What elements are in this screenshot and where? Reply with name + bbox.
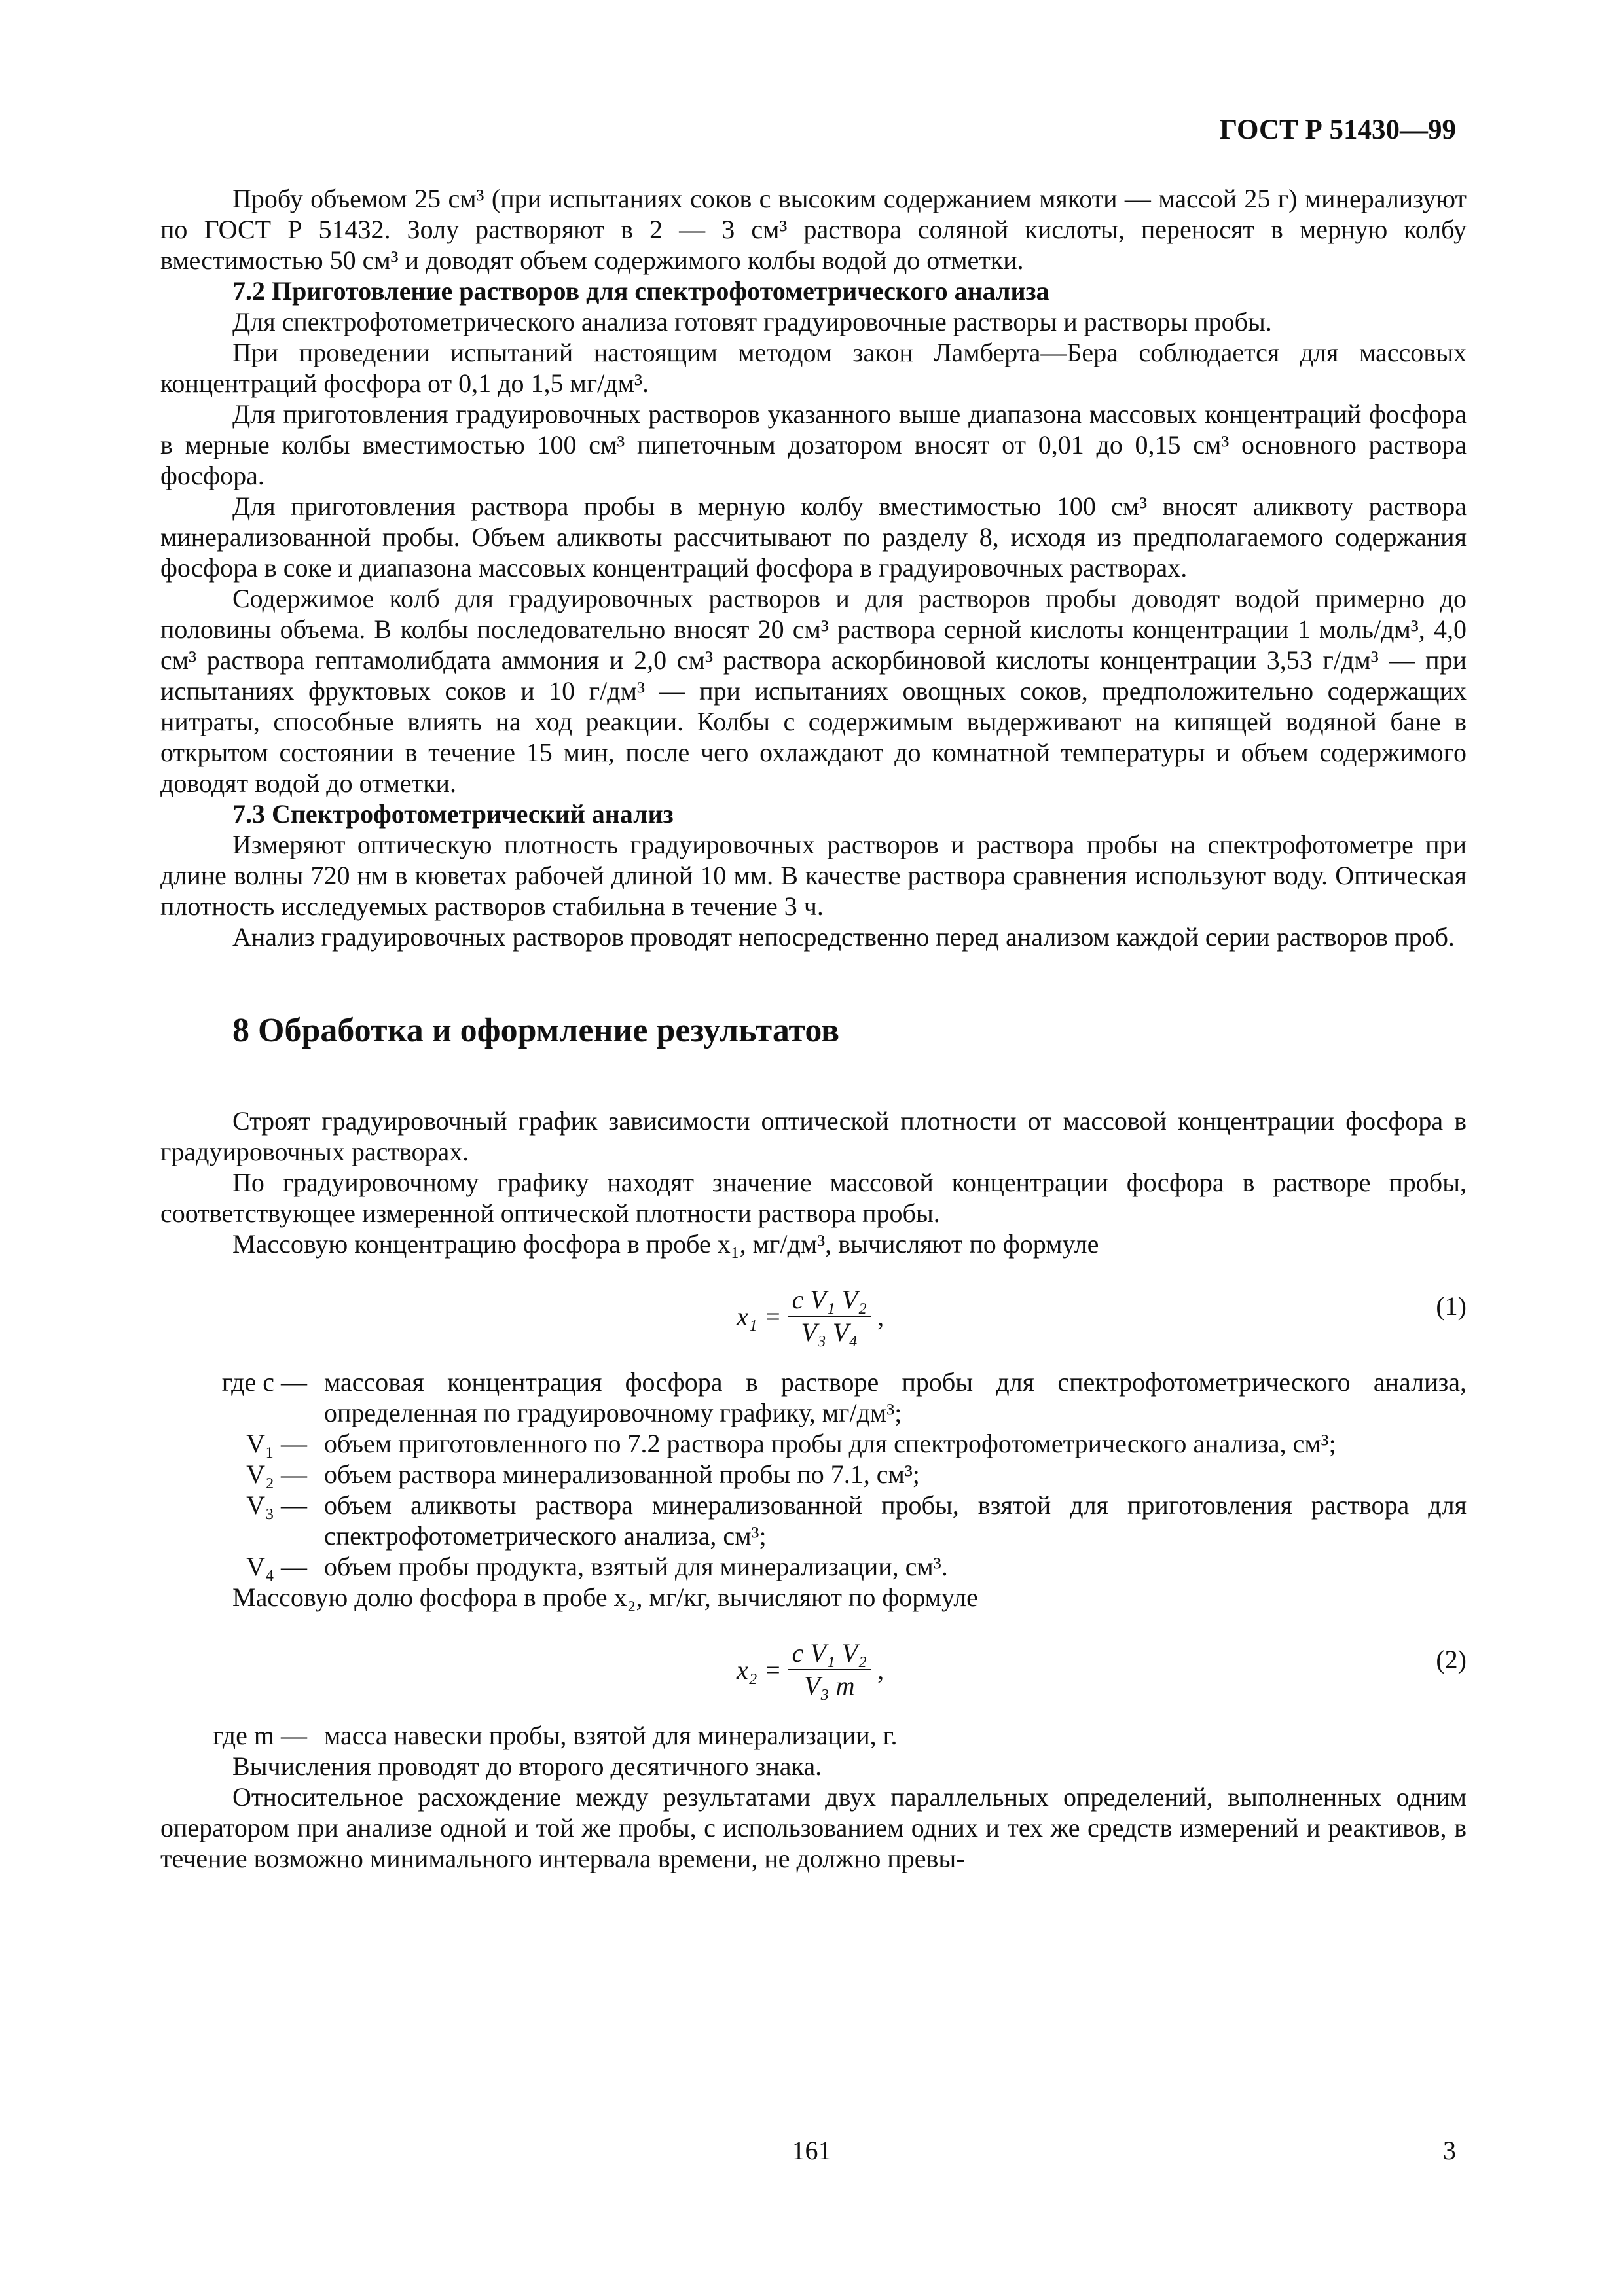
formula-1-fraction xyxy=(788,1285,871,1347)
section-title-8: 8 Обработка и оформление результатов xyxy=(232,1012,840,1049)
paragraph: Анализ градуировочных растворов проводят непосредственно перед анализом каждой серии растворов проб. xyxy=(232,922,1455,952)
definition-text: объем приготовленного по 7.2 раствора пробы для спектрофотометрического анализа, см³; xyxy=(324,1429,1336,1458)
definition-text: массовая концентрация фосфора в растворе пробы для спектрофотометрического анализа, определенная по градуировочному графику, мг/дм³; xyxy=(324,1367,1467,1427)
definition-symbol: V₄ — xyxy=(246,1552,307,1581)
formula-2-tail: , xyxy=(877,1655,884,1685)
formula-2-definitions xyxy=(160,1720,1467,1751)
formula-1-denominator: V₃ V₄ xyxy=(801,1318,858,1347)
definition-symbol: V₁ — xyxy=(246,1429,307,1458)
definition-symbol: V₃ — xyxy=(246,1490,307,1520)
page-number: 161 xyxy=(792,2136,831,2165)
paragraph: Содержимое колб для градуировочных растворов и для растворов пробы доводят водой примерно до половины объема. В колбы последовательно вносят 20 см³ раствора серной кислоты концентрации 1 моль/дм³, 4,0 см³ раствора гептамолибдата аммония и 2,0 см³ раствора аскорбиновой кислоты концентрации 3,53 г/дм³ — при испытаниях фруктовых соков и 10 г/дм³ — при испытаниях овощных соков, предположительно содержащих нитраты, способные влиять на ход реакции. Колбы с содержимым выдерживают на кипящей водяной бане в открытом состоянии в течение 15 мин, после чего охлаждают до комнатной температуры и объем содержимого доводят водой до отметки. xyxy=(160,584,1467,798)
formula-1-definitions xyxy=(160,1367,1467,1582)
doc-code-header: ГОСТ Р 51430—99 xyxy=(1219,115,1456,145)
definition-text: объем аликвоты раствора минерализованной пробы, взятой для приготовления раствора для спектрофотометрического анализа, см³; xyxy=(324,1490,1467,1551)
formula-1-expression xyxy=(737,1285,884,1347)
definition-row xyxy=(160,1428,1467,1459)
definition-row xyxy=(160,1367,1467,1428)
formula-1-numerator: c V₁ V₂ xyxy=(788,1285,871,1317)
paragraph: Для приготовления градуировочных растворов указанного выше диапазона массовых концентраций фосфора в мерные колбы вместимостью 100 см³ пипеточным дозатором вносят от 0,01 до 0,15 см³ основного раствора фосфора. xyxy=(160,399,1467,490)
definition-text: масса навески пробы, взятой для минерализации, г. xyxy=(324,1721,898,1750)
formula-2-numerator: c V₁ V₂ xyxy=(788,1639,871,1670)
definition-text: объем пробы продукта, взятый для минерализации, см³. xyxy=(324,1552,948,1581)
definition-row xyxy=(160,1551,1467,1582)
formula-2-lhs: x₂ = xyxy=(737,1655,782,1685)
paragraph: Массовую концентрацию фосфора в пробе x₁, мг/дм³, вычисляют по формуле xyxy=(232,1229,1099,1259)
paragraph: Измеряют оптическую плотность градуировочных растворов и раствора пробы на спектрофотометре при длине волны 720 нм в кюветах рабочей длиной 10 мм. В качестве раствора сравнения используют воду. Оптическая плотность исследуемых растворов стабильна в течение 3 ч. xyxy=(160,830,1467,921)
definition-text: объем раствора минерализованной пробы по 7.1, см³; xyxy=(324,1460,920,1489)
definition-row xyxy=(160,1720,1467,1751)
sheet-number: 3 xyxy=(1443,2136,1456,2165)
subsection-title-7-2: 7.2 Приготовление растворов для спектрофотометрического анализа xyxy=(232,276,1049,306)
paragraph: По градуировочному графику находят значение массовой концентрации фосфора в растворе пробы, соответствующее измеренной оптической плотности раствора пробы. xyxy=(160,1168,1467,1228)
document-body xyxy=(160,183,1467,1874)
paragraph: Для спектрофотометрического анализа готовят градуировочные растворы и растворы пробы. xyxy=(232,307,1272,336)
paragraph: Массовую долю фосфора в пробе x₂, мг/кг, вычисляют по формуле xyxy=(232,1583,978,1612)
formula-2-number: (2) xyxy=(1436,1645,1467,1674)
paragraph: Вычисления проводят до второго десятичного знака. xyxy=(232,1751,822,1781)
formula-2-denominator: V₃ m xyxy=(804,1671,855,1700)
paragraph: Пробу объемом 25 см³ (при испытаниях соков с высоким содержанием мякоти — массой 25 г) минерализуют по ГОСТ Р 51432. Золу растворяют в 2 — 3 см³ раствора соляной кислоты, переносят в мерную колбу вместимостью 50 см³ и доводят объем содержимого колбы водой до отметки. xyxy=(160,184,1467,275)
definition-row xyxy=(160,1459,1467,1490)
formula-2 xyxy=(160,1613,1467,1717)
formula-1-number: (1) xyxy=(1436,1291,1467,1321)
formula-1 xyxy=(160,1259,1467,1364)
definition-symbol: где c — xyxy=(221,1367,307,1397)
formula-2-fraction xyxy=(788,1639,871,1700)
paragraph: Для приготовления раствора пробы в мерную колбу вместимостью 100 см³ вносят аликвоту раствора минерализованной пробы. Объем аликвоты рассчитывают по разделу 8, исходя из предполагаемого содержания фосфора в соке и диапазона массовых концентраций фосфора в градуировочных растворах. xyxy=(160,492,1467,583)
definition-symbol: где m — xyxy=(213,1721,307,1750)
paragraph: Строят градуировочный график зависимости оптической плотности от массовой концентрации фосфора в градуировочных растворах. xyxy=(160,1106,1467,1166)
definition-row xyxy=(160,1490,1467,1551)
formula-1-tail: , xyxy=(877,1301,884,1331)
formula-1-lhs: x₁ = xyxy=(737,1301,782,1331)
paragraph: Относительное расхождение между результатами двух параллельных определений, выполненных одним оператором при анализе одной и той же пробы, с использованием одних и тех же средств измерений и реактивов, в течение возможно минимального интервала времени, не должно превы- xyxy=(160,1782,1467,1873)
formula-2-expression xyxy=(737,1639,884,1700)
subsection-title-7-3: 7.3 Спектрофотометрический анализ xyxy=(232,799,674,829)
paragraph: При проведении испытаний настоящим методом закон Ламберта—Бера соблюдается для массовых концентраций фосфора от 0,1 до 1,5 мг/дм³. xyxy=(160,338,1467,398)
definition-symbol: V₂ — xyxy=(246,1460,307,1489)
